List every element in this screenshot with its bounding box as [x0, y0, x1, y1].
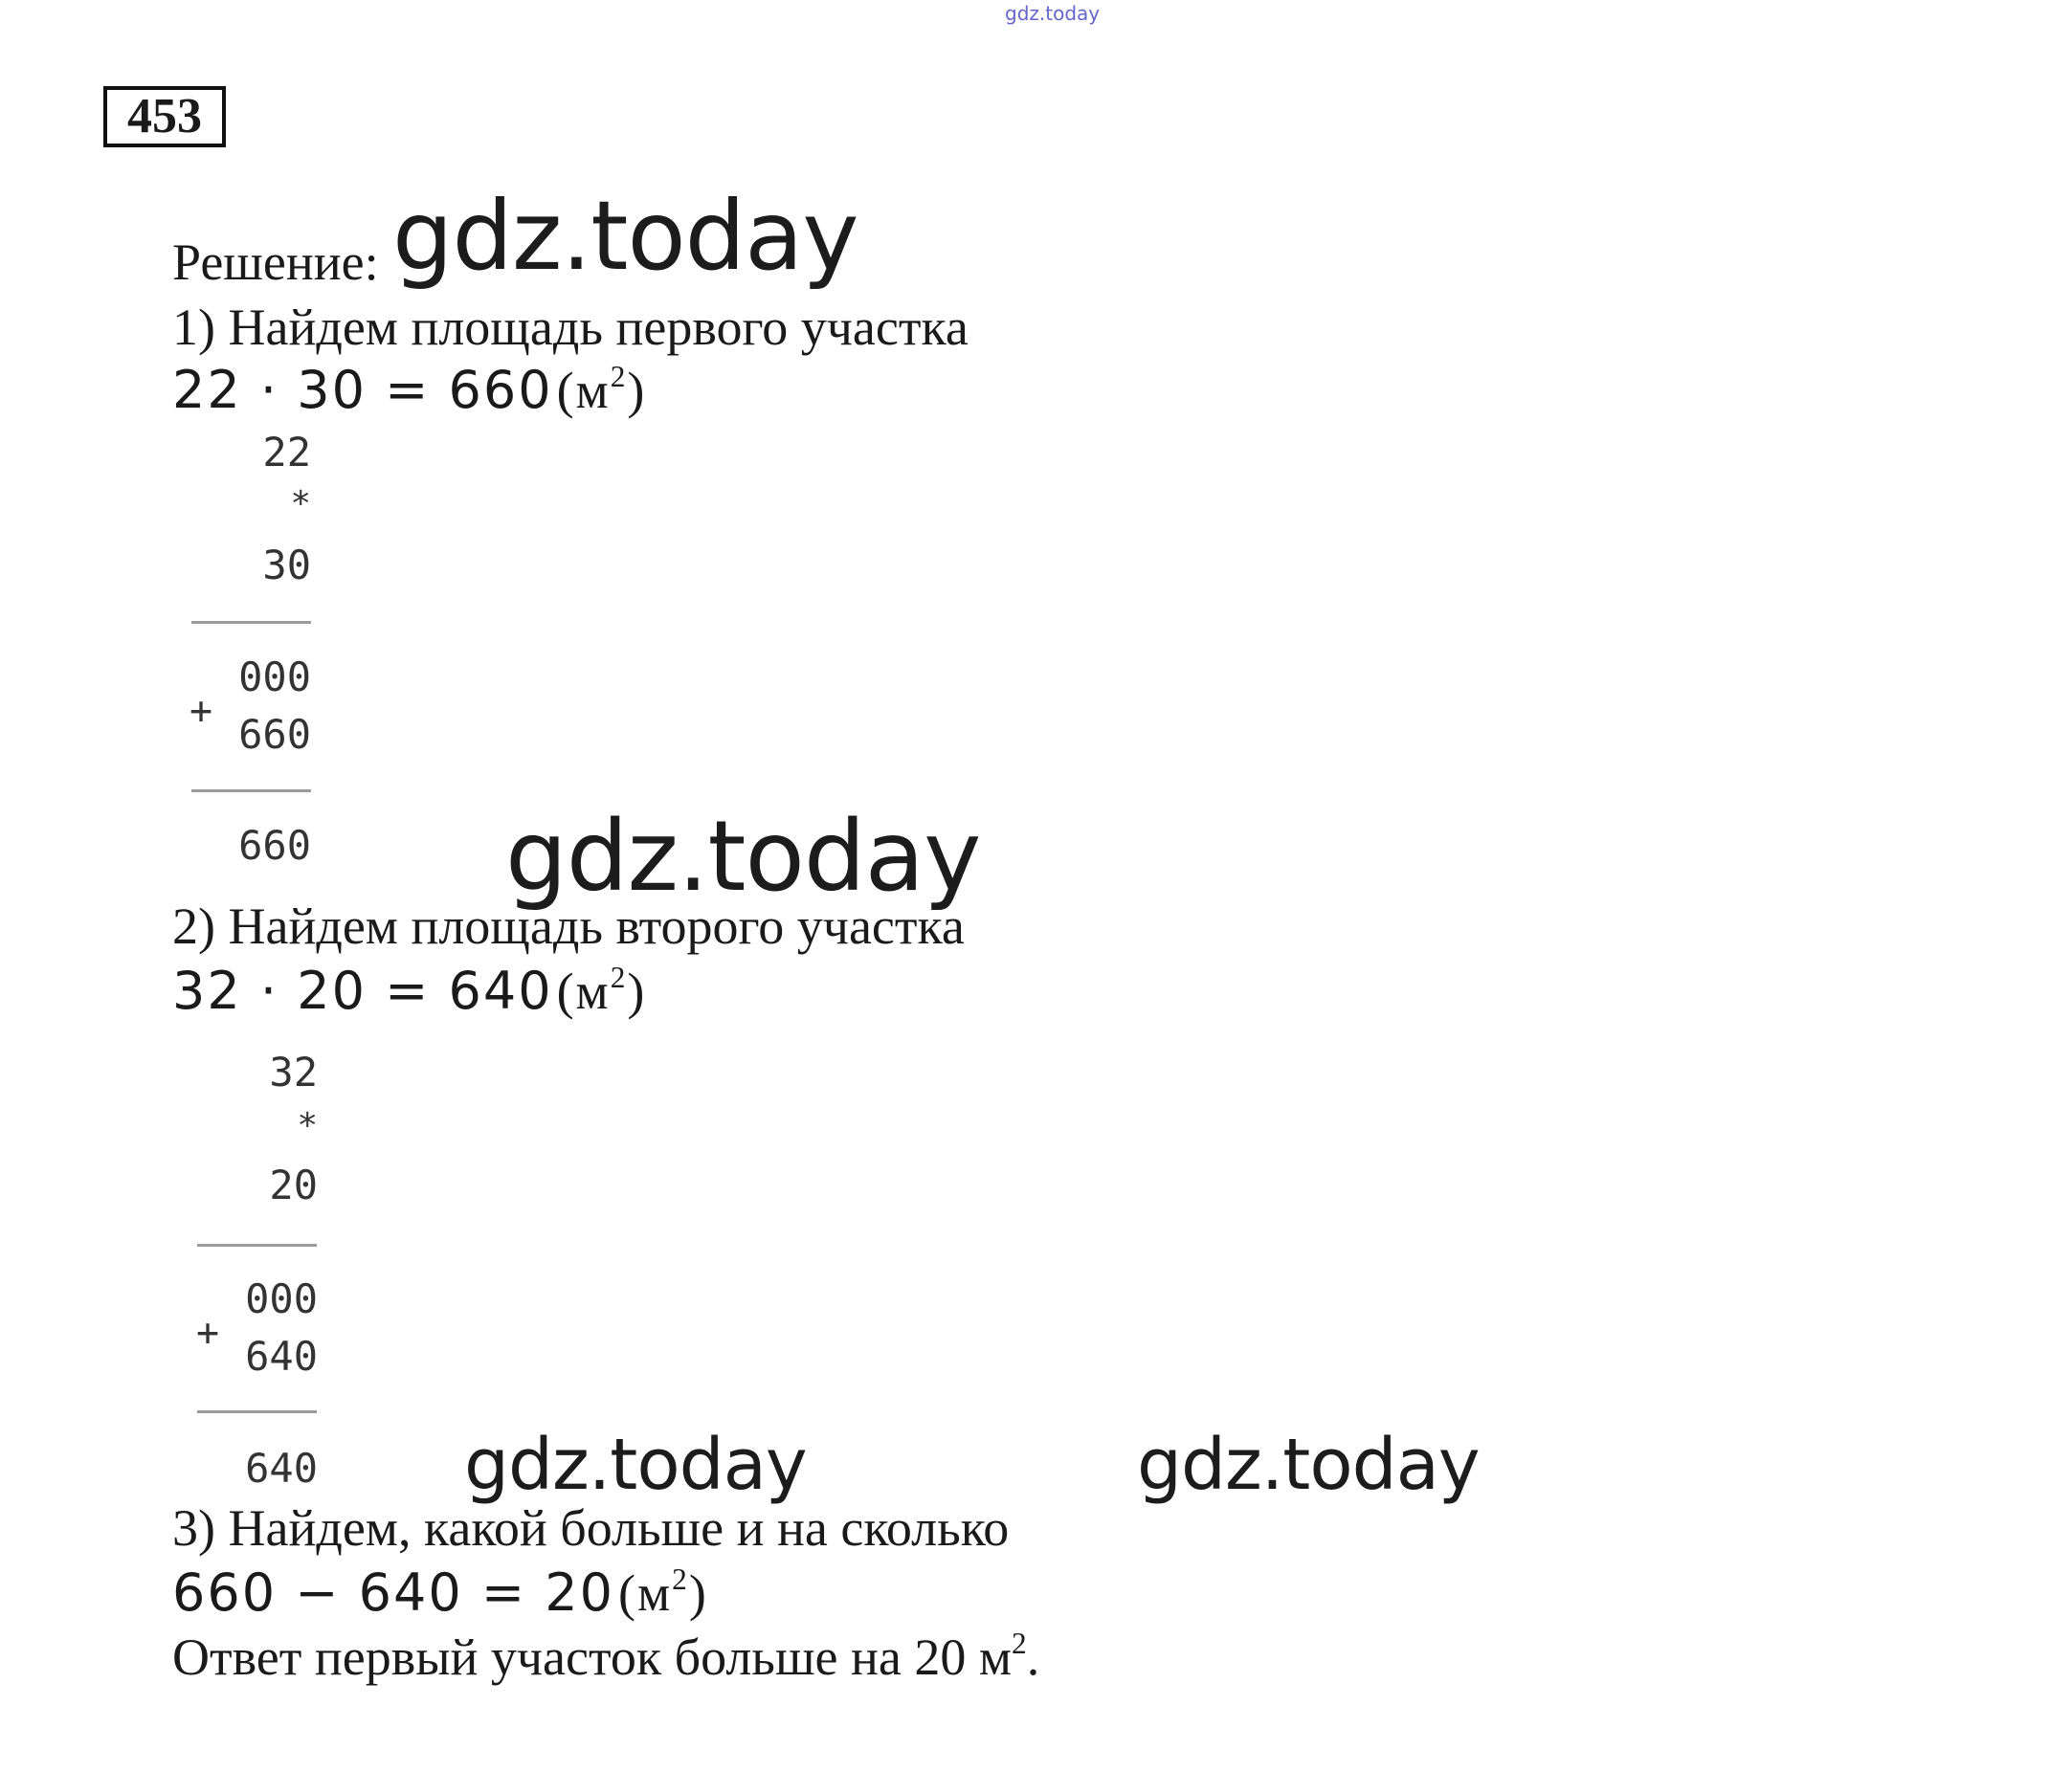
step1-multiplicand: 22 — [262, 429, 311, 476]
answer-end: . — [1026, 1628, 1040, 1686]
step2-multiplier: 20 — [269, 1162, 318, 1208]
step1-equation: 22 · 30 = 660 — [172, 360, 553, 420]
answer-power: 2 — [1012, 1627, 1027, 1661]
watermark-3: gdz.today — [464, 1424, 807, 1506]
step3-equation: 660 − 640 = 20 — [172, 1562, 615, 1623]
step1-partial1: 000 — [238, 653, 311, 700]
step2-partial2: 640 — [245, 1333, 318, 1380]
step3-unit: $(м^2)$ — [618, 1562, 708, 1622]
step2-line-1 — [197, 1244, 317, 1247]
step2-multiplicand: 32 — [269, 1049, 318, 1096]
watermark-2: gdz.today — [505, 800, 981, 914]
step3-equation-line — [172, 1562, 708, 1624]
step2-plus: + — [196, 1311, 220, 1355]
step2-equation-line — [172, 961, 646, 1022]
step3-heading: 3) Найдем, какой больше и на сколько — [172, 1499, 1010, 1557]
step1-equation-line — [172, 360, 646, 421]
top-watermark: gdz.today — [1005, 2, 1101, 25]
step1-heading: 1) Найдем площадь первого участка — [172, 299, 969, 356]
watermark-4: gdz.today — [1137, 1424, 1480, 1506]
answer-text: Ответ первый участок больше на 20 м — [172, 1628, 1013, 1686]
problem-number: 453 — [103, 86, 226, 147]
step1-line-2 — [191, 789, 311, 792]
watermark-1: gdz.today — [392, 180, 858, 292]
step2-line-2 — [197, 1410, 317, 1413]
step2-result: 640 — [245, 1445, 318, 1492]
step1-plus: + — [189, 689, 213, 733]
step1-line-1 — [191, 621, 311, 624]
step2-partial1: 000 — [245, 1275, 318, 1322]
step1-partial2: 660 — [238, 711, 311, 758]
step2-operator: * — [297, 1106, 318, 1145]
step1-operator: * — [290, 484, 311, 523]
step1-unit: $(м^2)$ — [556, 360, 647, 419]
step2-unit: $(м^2)$ — [556, 961, 647, 1020]
step1-multiplier: 30 — [262, 542, 311, 588]
step2-equation: 32 · 20 = 640 — [172, 961, 553, 1021]
solution-label: Решение: — [172, 233, 379, 291]
step2-heading: 2) Найдем площадь второго участка — [172, 897, 965, 955]
step1-result: 660 — [238, 822, 311, 869]
answer-line — [172, 1627, 1039, 1688]
